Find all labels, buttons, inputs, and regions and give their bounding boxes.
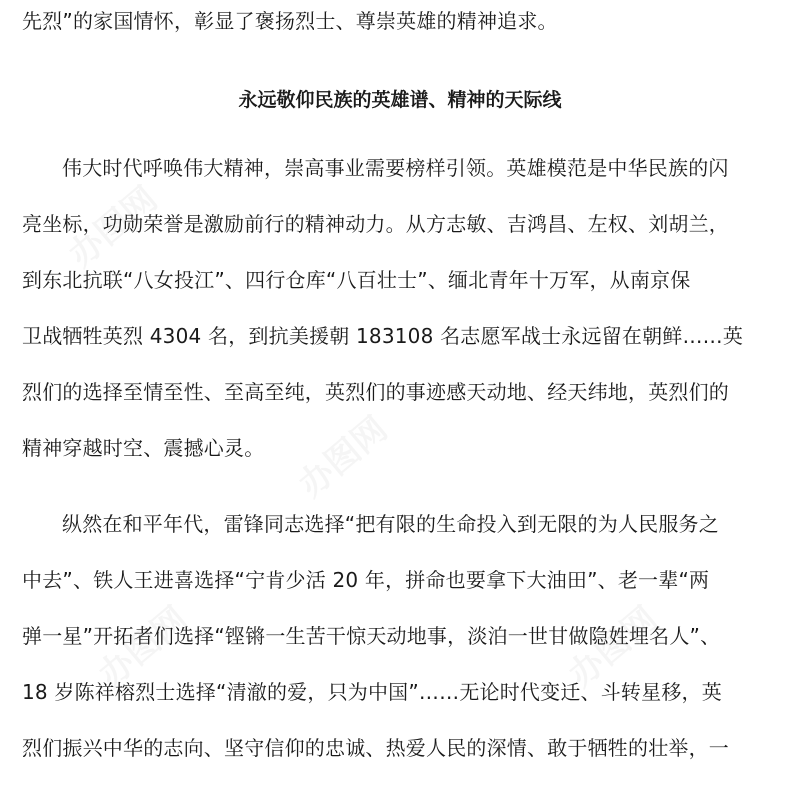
- paragraph-1-line-5: 烈们的选择至情至性、至高至纯，英烈们的事迹感天动地、经天纬地，英烈们的: [22, 380, 729, 404]
- watermark: 办图网: [61, 179, 166, 276]
- paragraph-2-line-3: 弹一星”开拓者们选择“铿锵一生苦干惊天动地事，淡泊一世甘做隐姓埋名人”、: [22, 624, 721, 648]
- paragraph-2-line-2: 中去”、铁人王进喜选择“宁肯少活 20 年，拼命也要拿下大油田”、老一辈“两: [22, 568, 710, 592]
- paragraph-2-line-5: 烈们振兴中华的志向、坚守信仰的忠诚、热爱人民的深情、敢于牺牲的壮举，一: [22, 736, 729, 760]
- paragraph-2-line-1: 纵然在和平年代，雷锋同志选择“把有限的生命投入到无限的为人民服务之: [62, 512, 719, 536]
- paragraph-1-line-1: 伟大时代呼唤伟大精神，崇高事业需要榜样引领。英雄模范是中华民族的闪: [62, 156, 729, 180]
- watermark: 办图网: [291, 409, 396, 506]
- section-heading: 永远敬仰民族的英雄谱、精神的天际线: [238, 89, 562, 111]
- paragraph-1-line-2: 亮坐标，功勋荣誉是激励前行的精神动力。从方志敏、吉鸿昌、左权、刘胡兰，: [22, 212, 729, 236]
- paragraph-1-line-3: 到东北抗联“八女投江”、四行仓库“八百壮士”、缅北青年十万军，从南京保: [22, 268, 691, 292]
- watermark: 办图网: [91, 599, 196, 696]
- top-fragment-line: 先烈”的家国情怀，彰显了褒扬烈士、尊崇英雄的精神追求。: [22, 9, 558, 33]
- paragraph-1-line-6: 精神穿越时空、震撼心灵。: [22, 436, 265, 460]
- paragraph-1-line-4: 卫战牺牲英烈 4304 名，到抗美援朝 183108 名志愿军战士永远留在朝鲜……英: [22, 324, 744, 348]
- watermark: 办图网: [561, 599, 666, 696]
- paragraph-2-line-4: 18 岁陈祥榕烈士选择“清澈的爱，只为中国”……无论时代变迁、斗转星移，英: [22, 680, 722, 704]
